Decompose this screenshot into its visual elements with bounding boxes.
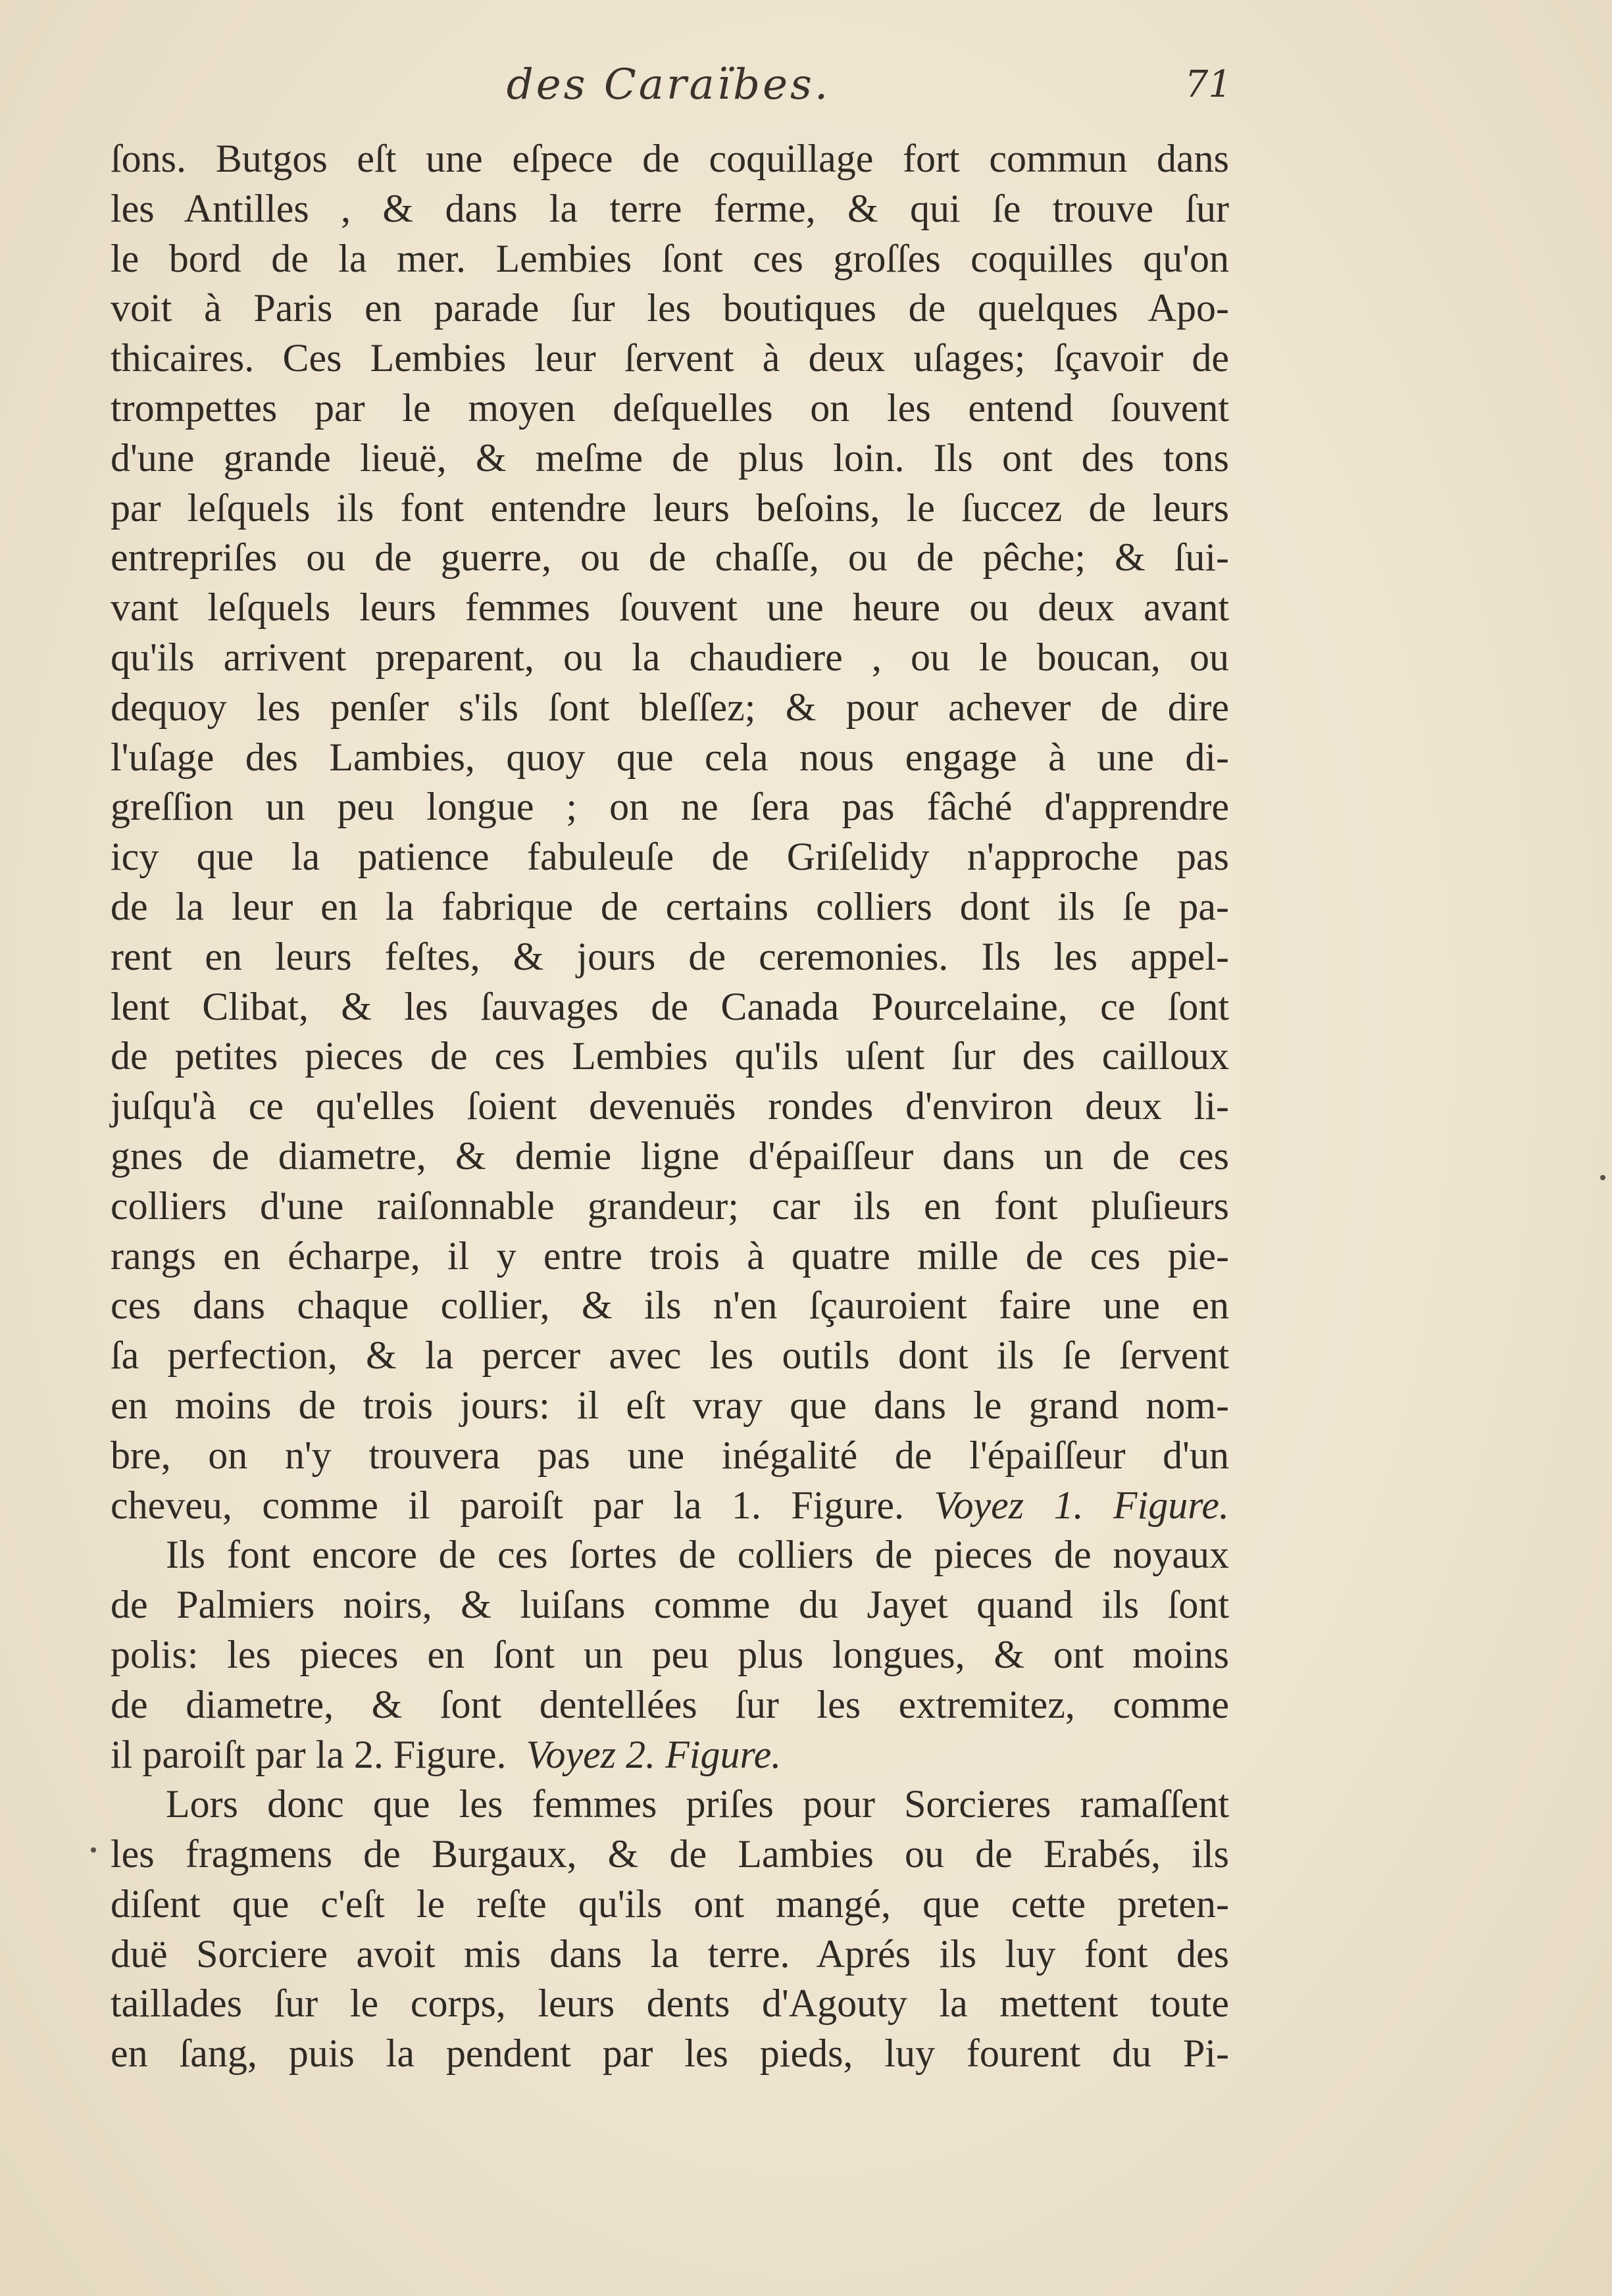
text-line: dequoy les penſer s'ils ſont bleſſez; & pour achever de dire (111, 685, 1229, 729)
figure-1-caption: cheveu, comme il paroiſt par la 1. Figure. (111, 1483, 905, 1527)
text-line: rangs en écharpe, il y entre trois à quatre mille de ces pie- (111, 1234, 1229, 1278)
text-line: d'une grande lieuë, & meſme de plus loin. Ils ont des tons (111, 436, 1229, 480)
text-line: greſſion un peu longue ; on ne ſera pas fâché d'apprendre (111, 785, 1229, 829)
text-line: par leſquels ils font entendre leurs beſoins, le ſuccez de leurs (111, 486, 1229, 530)
text-line: le bord de la mer. Lembies ſont ces groſſes coquilles qu'on (111, 236, 1229, 280)
text-line: diſent que c'eſt le reſte qu'ils ont mangé, que cette preten- (111, 1882, 1229, 1926)
figure-1-reference: Voyez 1. Figure. (934, 1483, 1229, 1527)
text-line: en moins de trois jours: il eſt vray que dans le grand nom- (111, 1383, 1229, 1427)
text-line: de diametre, & ſont dentellées ſur les extremitez, comme (111, 1682, 1229, 1726)
page-number: 71 (1184, 63, 1232, 106)
paragraph-start: Ils font encore de ces ſortes de colliers de pieces de noyaux (166, 1533, 1229, 1577)
text-line: duë Sorciere avoit mis dans la terre. Aprés ils luy font des (111, 1932, 1229, 1976)
ink-speck (91, 1847, 96, 1853)
text-line: ſons. Butgos eſt une eſpece de coquillage fort commun dans (111, 137, 1229, 180)
text-line: en ſang, puis la pendent par les pieds, luy fourent du Pi- (111, 2032, 1229, 2076)
text-line: ces dans chaque collier, & ils n'en ſçauroient faire une en (111, 1284, 1229, 1328)
text-line: vant leſquels leurs femmes ſouvent une heure ou deux avant (111, 586, 1229, 630)
text-line: de petites pieces de ces Lembies qu'ils uſent ſur des cailloux (111, 1034, 1229, 1078)
page-header (105, 61, 1232, 133)
text-line: trompettes par le moyen deſquelles on les entend ſouvent (111, 386, 1229, 430)
text-line: gnes de diametre, & demie ligne d'épaiſſeur dans un de ces (111, 1134, 1229, 1178)
ink-speck (1600, 1175, 1605, 1180)
text-line: voit à Paris en parade ſur les boutiques de quelques Apo- (111, 286, 1229, 330)
text-line: lent Clibat, & les ſauvages de Canada Pourcelaine, ce ſont (111, 984, 1229, 1028)
text-line: de la leur en la fabrique de certains colliers dont ils ſe pa- (111, 884, 1229, 928)
text-line: icy que la patience fabuleuſe de Griſelidy n'approche pas (111, 835, 1229, 879)
paragraph-start: Lors donc que les femmes priſes pour Sorcieres ramaſſent (166, 1782, 1229, 1826)
figure-2-reference: Voyez 2. Figure. (526, 1732, 782, 1776)
text-line: ſa perfection, & la percer avec les outils dont ils ſe ſervent (111, 1334, 1229, 1378)
text-line: taillades ſur le corps, leurs dents d'Agouty la mettent toute (111, 1982, 1229, 2026)
text-line: colliers d'une raiſonnable grandeur; car ils en font pluſieurs (111, 1184, 1229, 1228)
text-line-figure-2 (111, 1730, 1229, 1780)
text-line: polis: les pieces en ſont un peu plus longues, & ont moins (111, 1632, 1229, 1676)
figure-2-caption: il paroiſt par la 2. Figure. (111, 1732, 507, 1776)
text-line: qu'ils arrivent preparent, ou la chaudiere , ou le boucan, ou (111, 635, 1229, 679)
running-head: des Caraïbes. (506, 61, 831, 109)
text-line: thicaires. Ces Lembies leur ſervent à deux uſages; ſçavoir de (111, 336, 1229, 380)
text-line: les fragmens de Burgaux, & de Lambies ou de Erabés, ils (111, 1832, 1229, 1876)
text-line: de Palmiers noirs, & luiſans comme du Jayet quand ils ſont (111, 1583, 1229, 1627)
text-line: juſqu'à ce qu'elles ſoient devenuës rondes d'environ deux li- (111, 1084, 1229, 1128)
text-line: entrepriſes ou de guerre, ou de chaſſe, ou de pêche; & ſui- (111, 536, 1229, 580)
text-line: l'uſage des Lambies, quoy que cela nous engage à une di- (111, 735, 1229, 779)
text-line: rent en leurs feſtes, & jours de ceremonies. Ils les appel- (111, 934, 1229, 978)
text-line: les Antilles , & dans la terre ferme, & qui ſe trouve ſur (111, 186, 1229, 230)
text-line-figure-1 (111, 1481, 1229, 1531)
text-line: bre, on n'y trouvera pas une inégalité de l'épaiſſeur d'un (111, 1433, 1229, 1477)
body-text (111, 134, 1229, 2079)
